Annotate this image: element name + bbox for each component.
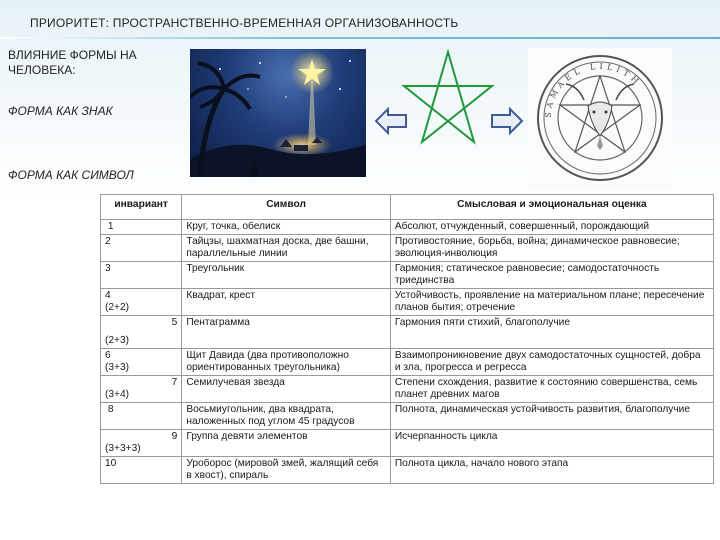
symbol-cell: Пентаграмма <box>182 316 391 349</box>
symbol-cell: Восьмиугольник, два квадрата, наложенных под углом 45 градусов <box>182 403 391 430</box>
header-divider <box>0 37 720 39</box>
arrow-right-icon <box>490 106 524 141</box>
meaning-cell: Устойчивость, проявление на материальном плане; пересечение планов бытия; отречение <box>390 289 713 316</box>
meaning-cell: Полнота цикла, начало нового этапа <box>390 457 713 484</box>
table-row <box>101 403 714 430</box>
meaning-cell: Полнота, динамическая устойчивость развития, благополучие <box>390 403 713 430</box>
symbol-cell: Круг, точка, обелиск <box>182 220 391 235</box>
invariant-cell: 3 <box>101 262 182 289</box>
invariant-cell: 1 <box>101 220 182 235</box>
meaning-cell: Абсолют, отчужденный, совершенный, порождающий <box>390 220 713 235</box>
table-row <box>101 376 714 403</box>
seal-ring-text: SAMAEL LILITH <box>543 61 644 119</box>
symbol-cell: Треугольник <box>182 262 391 289</box>
symbol-cell: Щит Давида (два противоположно ориентированных треугольника) <box>182 349 391 376</box>
invariant-cell: 2 <box>101 235 182 262</box>
invariant-cell: 8 <box>101 403 182 430</box>
meaning-cell: Гармония; статическое равновесие; самодостаточность триединства <box>390 262 713 289</box>
table-row <box>101 316 714 349</box>
invariant-cell: 10 <box>101 457 182 484</box>
table-row <box>101 289 714 316</box>
table-row <box>101 235 714 262</box>
header-invariant: инвариант <box>101 195 182 220</box>
meaning-cell: Гармония пяти стихий, благополучие <box>390 316 713 349</box>
header-meaning: Смысловая и эмоциональная оценка <box>390 195 713 220</box>
table-row <box>101 457 714 484</box>
meaning-cell: Степени схождения, развитие к состоянию совершенства, семь планет древних магов <box>390 376 713 403</box>
header-symbol: Символ <box>182 195 391 220</box>
form-as-symbol-label: ФОРМА КАК СИМВОЛ <box>8 168 134 182</box>
table-row <box>101 220 714 235</box>
slide-title: ПРИОРИТЕТ: ПРОСТРАНСТВЕННО-ВРЕМЕННАЯ ОРГАНИЗОВАННОСТЬ <box>30 16 459 30</box>
pentagram-icon <box>400 48 496 153</box>
invariant-cell: 6 (3+3) <box>101 349 182 376</box>
invariant-symbol-table <box>100 194 714 484</box>
invariant-cell: 5 (2+3) <box>101 316 182 349</box>
symbol-cell: Семилучевая звезда <box>182 376 391 403</box>
table-row <box>101 430 714 457</box>
invariant-cell: 7 (3+4) <box>101 376 182 403</box>
table-row <box>101 349 714 376</box>
invariant-cell: 4 (2+2) <box>101 289 182 316</box>
form-as-sign-label: ФОРМА КАК ЗНАК <box>8 104 113 118</box>
baphomet-seal-icon <box>528 48 672 188</box>
symbol-cell: Тайцзы, шахматная доска, две башни, параллельные линии <box>182 235 391 262</box>
symbol-cell: Квадрат, крест <box>182 289 391 316</box>
bethlehem-star-picture <box>190 49 366 177</box>
meaning-cell: Взаимопроникновение двух самодостаточных сущностей, добра и зла, прогресса и регресса <box>390 349 713 376</box>
invariant-cell: 9 (3+3+3) <box>101 430 182 457</box>
table-header-row <box>101 195 714 220</box>
symbol-cell: Уроборос (мировой змей, жалящий себя в хвост), спираль <box>182 457 391 484</box>
table-row <box>101 262 714 289</box>
meaning-cell: Исчерпанность цикла <box>390 430 713 457</box>
symbol-cell: Группа девяти элементов <box>182 430 391 457</box>
influence-label: ВЛИЯНИЕ ФОРМЫ НА ЧЕЛОВЕКА: <box>8 48 137 77</box>
meaning-cell: Противостояние, борьба, война; динамическое равновесие; эволюция-инволюция <box>390 235 713 262</box>
